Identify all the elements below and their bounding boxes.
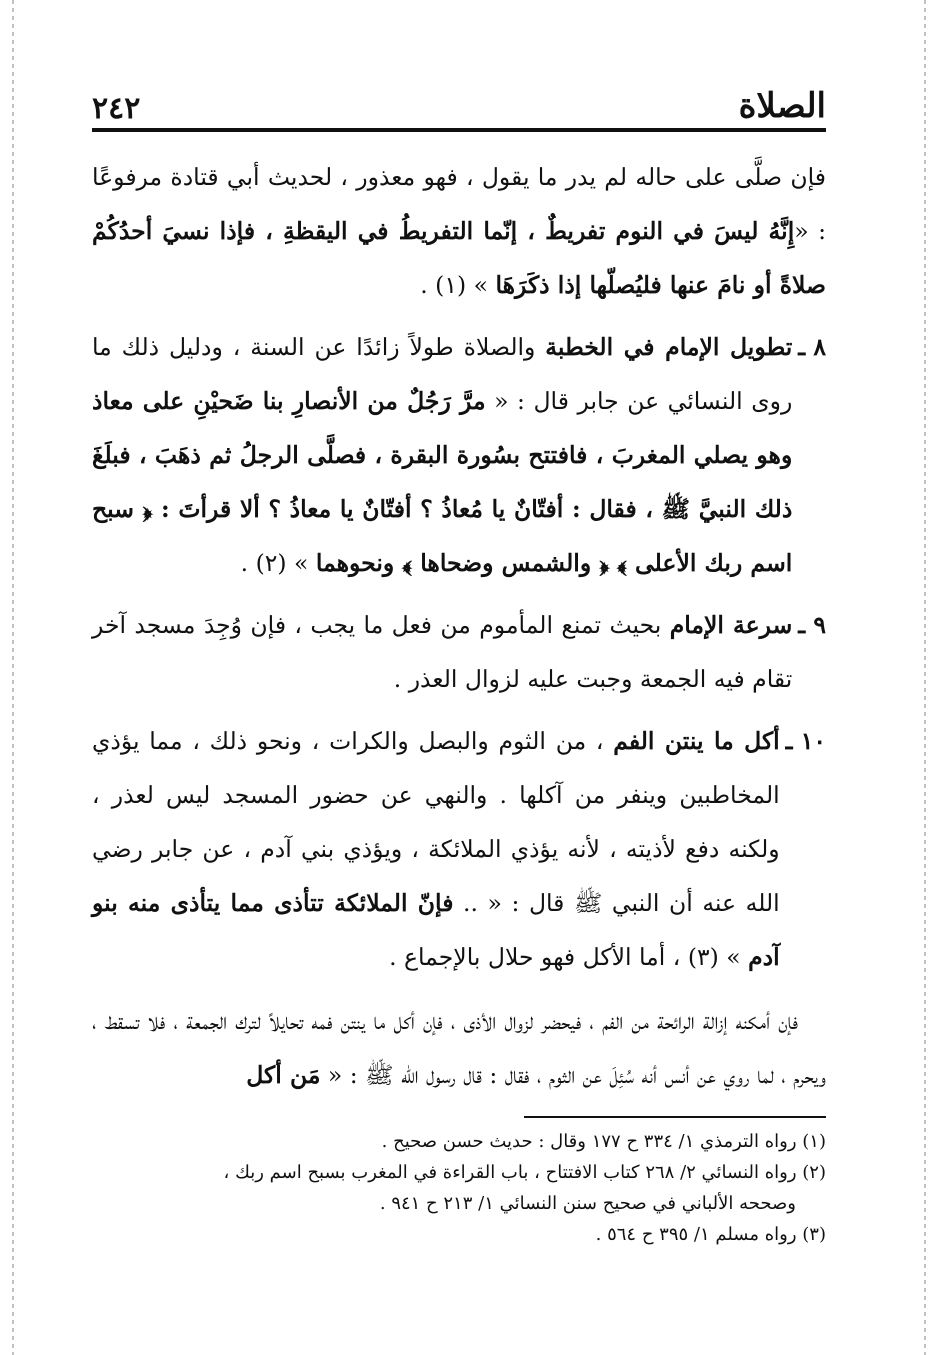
intro-hadith: إِنَّهُ ليسَ في النوم تفريطٌ ، إنّما التفريطُ في اليقظةِ ، فإذا نسيَ أحدُكُمْ صلاةً أو نامَ عنها فليُصلّها إذا ذكَرَهَا: [92, 217, 826, 299]
running-title: الصلاة: [738, 86, 826, 126]
page-header: [92, 70, 826, 126]
scan-margin-right: [924, 0, 926, 1355]
item-heading: أكل ما ينتن الفم: [613, 727, 780, 755]
item-number: ٨ ـ: [798, 333, 826, 361]
footnote-3: (٣) رواه مسلم ١/ ٣٩٥ ح ٥٦٤ .: [595, 1224, 826, 1245]
list-item-10: [92, 714, 826, 984]
item-body-1: والصلاة طولاً زائدًا عن السنة ، ودليل ذلك ما روى النسائي عن جابر قال : «: [92, 333, 793, 415]
footnote-1: (١) رواه الترمذي ١/ ٣٣٤ ح ١٧٧ وقال : حديث حسن صحيح .: [381, 1131, 826, 1152]
item-number: ٩ ـ: [798, 611, 826, 639]
item-text: [92, 598, 792, 706]
list-item-9: [92, 598, 826, 706]
scan-margin-left: [12, 0, 14, 1355]
closing-paragraph: [92, 994, 826, 1102]
item-number: ١٠ ـ: [785, 727, 826, 755]
intro-text-2: » (١) .: [420, 271, 496, 299]
item-heading: سرعة الإمام: [669, 611, 793, 639]
item-body-1: ، من الثوم والبصل والكرات ، ونحو ذلك ، مما يؤذي المخاطبين وينفر من آكلها . والنهي عن حضور المسجد ليس لعذر ، ولكنه دفع لأذيته ، لأنه يؤذي الملائكة ، ويؤذي بني آدم ، عن جابر رضي الله عنه أن النبي ﷺ قال : « ..: [92, 727, 780, 917]
item-hadith: فإنّ الملائكة تتأذى مما يتأذى منه بنو آدم: [92, 889, 780, 971]
list-item-8: [92, 320, 826, 590]
item-body-2: » (٢) .: [240, 549, 316, 577]
page-body: [92, 150, 826, 1102]
item-body-1: بحيث تمنع المأموم من فعل ما يجب ، فإن وُجِدَ مسجد آخر تقام فيه الجمعة وجبت عليه لزوال العذر .: [92, 611, 793, 693]
footnote-rule: [524, 1116, 826, 1118]
item-heading: تطويل الإمام في الخطبة: [545, 333, 793, 361]
closing-hadith: مَن أكل: [246, 1061, 321, 1089]
item-hadith: مرَّ رَجُلٌ من الأنصارِ بنا ضَحيْنِ على معاذ وهو يصلي المغربَ ، فافتتح بسُورة البقرة ، فصلَّى الرجلُ ثم ذهَبَ ، فبلَغَ ذلك النبيَّ ﷺ ، فقال : أفتّانٌ يا مُعاذُ ؟ أفتّانٌ يا معاذُ ؟ ألا قرأتَ : ﴿ سبح اسم ربك الأعلى ﴾ ﴿ والشمس وضحاها ﴾ ونحوهما: [92, 387, 793, 577]
item-body-2: » (٣) ، أما الأكل فهو حلال بالإجماع .: [389, 943, 749, 971]
footnote-2-continued: وصححه الألباني في صحيح سنن النسائي ١/ ٢١٣ ح ٩٤١ .: [379, 1193, 796, 1214]
item-text: [92, 714, 780, 984]
intro-paragraph: [92, 150, 826, 312]
page-number: ٢٤٢: [92, 91, 141, 126]
header-rule: [92, 128, 826, 132]
intro-text-1: فإن صلَّى على حاله لم يدر ما يقول ، فهو معذور ، لحديث أبي قتادة مرفوعًا : «: [92, 163, 826, 245]
item-text: [92, 320, 792, 590]
closing-text: فإن أمكنه إزالة الرائحة من الفم ، فيحضر لزوال الأذى ، فإن أكل ما ينتن فمه تحايلاً لترك الجمعة ، فلا تسقط ، ويحرم ، لما روي عن أنس أنه سُئِلَ عن الثوم ، فقال : قال رسول الله ﷺ : «: [92, 1007, 826, 1089]
footnotes: [92, 1126, 826, 1250]
footnote-2: (٢) رواه النسائي ٢/ ٢٦٨ كتاب الافتتاح ، باب القراءة في المغرب بسبح اسم ربك ،: [223, 1162, 826, 1183]
